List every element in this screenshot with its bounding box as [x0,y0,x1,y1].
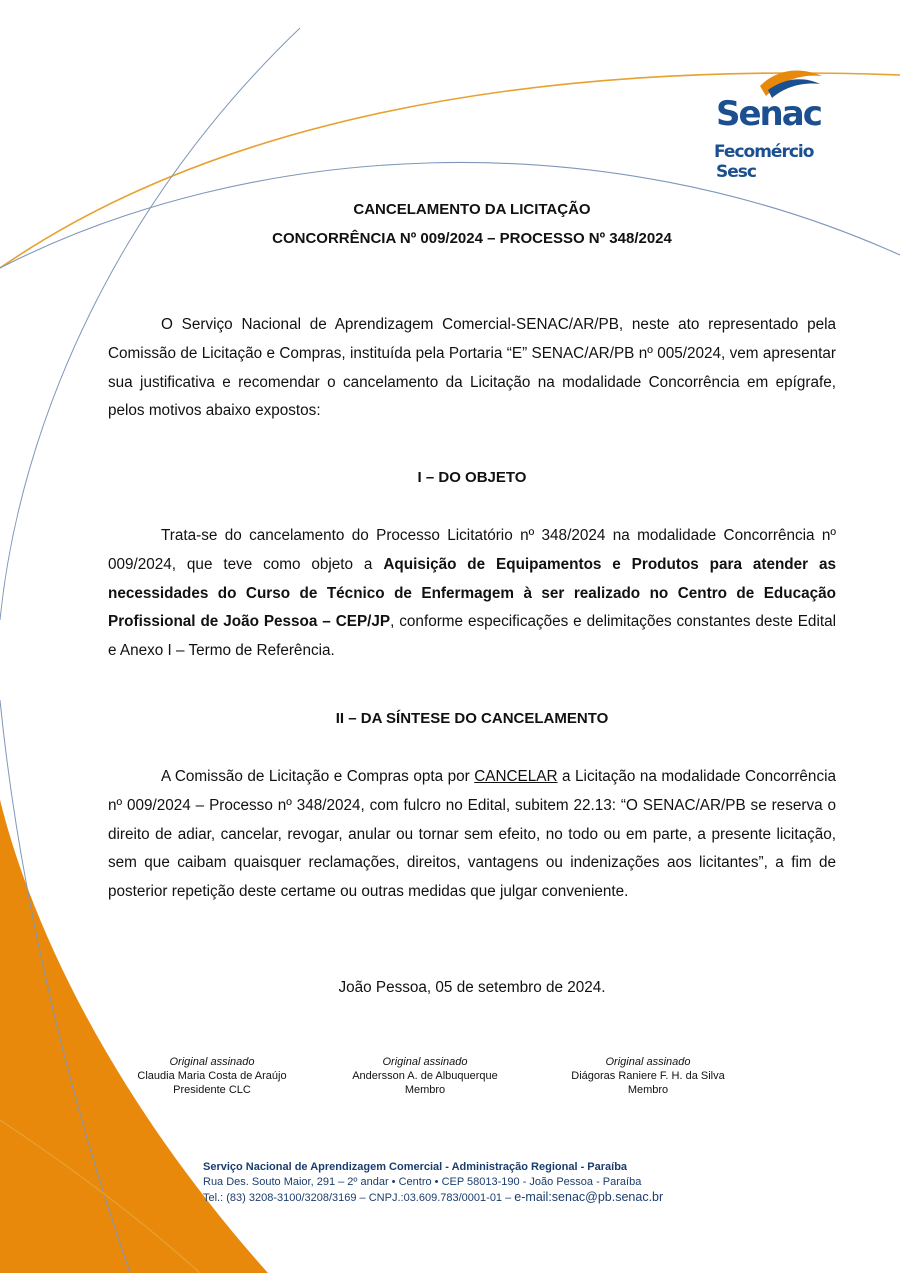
section-heading-sintese: II – DA SÍNTESE DO CANCELAMENTO [335,710,609,727]
document-date: João Pessoa, 05 de setembro de 2024. [338,979,606,996]
sintese-text-start: A Comissão de Licitação e Compras opta por [161,768,475,785]
document-subtitle: CONCORRÊNCIA Nº 009/2024 – PROCESSO Nº 348/2024 [272,230,672,247]
signature-name: Diágoras Raniere F. H. da Silva [571,1070,725,1082]
signature-note: Original assinado [169,1056,255,1068]
senac-logo [712,64,832,188]
signature-note: Original assinado [382,1056,468,1068]
sintese-text-end: a Licitação na modalidade Concorrência nº 009/2024 – Processo nº 348/2024, com fulcro no Edital, subitem 22.13: “O SENAC/AR/PB se reserva o direito de adiar, cancelar, revogar, anular ou tornar sem efeito, no todo ou em parte, a presente licitação, sem que caibam quaisquer reclamações, direitos, vantagens ou indenizações aos licitantes”, a fim de posterior repetição deste certame ou outras medidas que julgar conveniente. [108,768,836,901]
logo-senac-text: Senac [716,94,821,134]
signature-block-3 [538,1055,758,1097]
logo-sesc-text: Sesc [716,162,756,182]
objeto-text-bold: Aquisição de Equipamentos e Produtos para atender as necessidades do Curso de Técnico de Enfermagem à ser realizado no Centro de Educação Profissional de João Pessoa – CEP/JP [108,555,837,631]
logo-fecomercio-text: Fecomércio [714,142,814,162]
section-heading-objeto: I – DO OBJETO [417,469,527,486]
objeto-text-start: Trata-se do cancelamento do Processo Licitatório nº 348/2024 na modalidade Concorrência nº 009/2024, que teve como objeto a [108,527,836,573]
intro-paragraph: O Serviço Nacional de Aprendizagem Comercial-SENAC/AR/PB, neste ato representado pela Comissão de Licitação e Compras, instituída pela Portaria “E” SENAC/AR/PB nº 005/2024, vem apresentar sua justificativa e recomendar o cancelamento da Licitação na modalidade Concorrência em epígrafe, pelos motivos abaixo expostos: [108,316,836,420]
signature-note: Original assinado [605,1056,691,1068]
sintese-text-underline: CANCELAR [474,768,558,785]
page-footer [203,1160,663,1206]
document-title: CANCELAMENTO DA LICITAÇÃO [353,201,591,218]
signature-role: Membro [404,1084,446,1096]
footer-org: Serviço Nacional de Aprendizagem Comercial - Administração Regional - Paraíba [203,1161,628,1173]
footer-email-link[interactable]: e-mail:senac@pb.senac.br [514,1190,664,1204]
signature-block-1 [102,1055,322,1097]
objeto-text-end: , conforme especificações e delimitações constantes deste Edital e Anexo I – Termo de Referência. [108,613,836,660]
footer-address: Rua Des. Souto Maior, 291 – 2º andar • Centro • CEP 58013-190 - João Pessoa - Paraíba [203,1176,642,1188]
footer-contact-line [203,1190,663,1206]
sintese-paragraph [108,763,836,907]
objeto-paragraph [108,522,836,666]
signature-block-2 [315,1055,535,1097]
signature-role: Presidente CLC [173,1084,251,1096]
footer-contact: Tel.: (83) 3208-3100/3208/3169 – CNPJ.:03.609.783/0001-01 – [203,1192,515,1204]
signature-role: Membro [627,1084,669,1096]
signature-name: Andersson A. de Albuquerque [352,1070,498,1082]
signature-name: Claudia Maria Costa de Araújo [137,1070,287,1082]
